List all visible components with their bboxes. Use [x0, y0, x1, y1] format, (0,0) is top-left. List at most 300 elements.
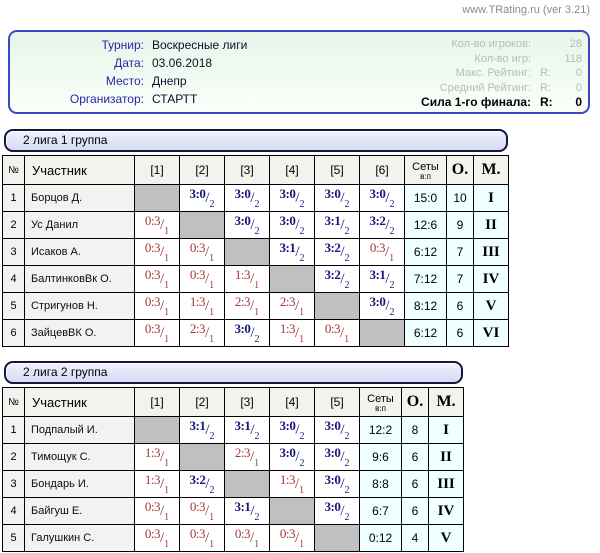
result-cell	[225, 266, 270, 293]
info-field-value: Днепр	[152, 74, 187, 88]
score-slash: /	[159, 449, 165, 465]
table-row	[3, 293, 509, 320]
stat-row	[421, 95, 582, 110]
score-games: 1	[344, 334, 350, 345]
row-number: 5	[3, 525, 25, 552]
participant-name[interactable]: Стригунов Н.	[25, 293, 135, 320]
league-table	[2, 387, 464, 552]
result-cell	[135, 320, 180, 347]
col-header-points: О.	[447, 156, 474, 185]
result-cell	[360, 212, 405, 239]
place-roman: II	[474, 212, 509, 239]
score-value: 3:0	[234, 321, 251, 336]
result-cell	[225, 417, 270, 444]
score-games: 1	[209, 280, 215, 291]
score-value: 3:0	[189, 186, 206, 201]
table-header-row	[3, 156, 509, 185]
table-row	[3, 498, 464, 525]
result-cell	[225, 185, 270, 212]
score-slash: /	[384, 244, 390, 260]
match-score	[369, 213, 395, 237]
place-roman: I	[429, 417, 464, 444]
match-score	[144, 267, 170, 291]
result-cell	[180, 293, 225, 320]
match-score	[369, 186, 395, 210]
place-roman: I	[474, 185, 509, 212]
match-score	[234, 418, 260, 442]
score-value: 0:3	[144, 526, 160, 541]
score-value: 3:0	[369, 294, 386, 309]
points-total: 8	[402, 417, 429, 444]
score-games: 2	[344, 458, 350, 469]
result-cell	[360, 185, 405, 212]
score-games: 2	[344, 485, 350, 496]
score-value: 1:3	[144, 445, 160, 460]
match-score	[144, 526, 170, 550]
stat-label: Макс. Рейтинг:	[455, 67, 531, 79]
score-games: 2	[254, 334, 260, 345]
result-cell	[360, 239, 405, 266]
result-cell	[180, 266, 225, 293]
match-score	[324, 267, 350, 291]
col-header-opponent: [5]	[315, 388, 360, 417]
table-header-row	[3, 388, 464, 417]
score-games: 2	[344, 431, 350, 442]
tournament-info-fields	[18, 36, 247, 108]
match-score	[189, 472, 215, 496]
score-games: 1	[299, 334, 305, 345]
result-cell	[315, 266, 360, 293]
score-slash: /	[205, 422, 210, 438]
stat-row	[421, 52, 582, 67]
table-row	[3, 212, 509, 239]
col-header-opponent: [4]	[270, 388, 315, 417]
points-total: 4	[402, 525, 429, 552]
table-row	[3, 417, 464, 444]
match-score	[234, 526, 260, 550]
row-number: 2	[3, 212, 25, 239]
score-slash: /	[340, 271, 345, 287]
result-cell	[225, 320, 270, 347]
participant-name[interactable]: Тимощук С.	[25, 444, 135, 471]
score-value: 1:3	[234, 267, 250, 282]
score-value: 0:3	[144, 240, 160, 255]
match-score	[234, 445, 260, 469]
col-header-sets	[405, 156, 447, 185]
sets-sublabel: в:п	[375, 403, 386, 413]
table-row	[3, 444, 464, 471]
result-cell	[135, 471, 180, 498]
result-cell	[270, 471, 315, 498]
score-games: 2	[254, 431, 260, 442]
score-value: 2:3	[234, 445, 250, 460]
score-value: 0:3	[369, 240, 385, 255]
score-slash: /	[340, 476, 345, 492]
diagonal-cell	[180, 212, 225, 239]
score-value: 3:1	[189, 418, 206, 433]
match-score	[144, 321, 170, 345]
stat-label: Средний Рейтинг:	[439, 81, 531, 94]
score-slash: /	[159, 476, 165, 492]
col-header-opponent: [3]	[225, 156, 270, 185]
result-cell	[180, 239, 225, 266]
row-number: 3	[3, 239, 25, 266]
participant-name[interactable]: Бондарь И.	[25, 471, 135, 498]
info-field-row	[18, 72, 247, 90]
sets-total: 0:12	[360, 525, 402, 552]
result-cell	[315, 320, 360, 347]
place-roman: V	[474, 293, 509, 320]
score-games: 1	[299, 539, 305, 550]
league-section-1	[2, 129, 509, 347]
info-field-value: СТАРТТ	[152, 92, 198, 106]
score-slash: /	[250, 422, 255, 438]
score-value: 0:3	[234, 526, 250, 541]
points-total: 6	[402, 444, 429, 471]
score-slash: /	[340, 449, 345, 465]
match-score	[234, 499, 260, 523]
match-score	[144, 445, 170, 469]
score-value: 3:0	[324, 499, 341, 514]
score-slash: /	[204, 503, 210, 519]
score-games: 2	[344, 226, 350, 237]
score-slash: /	[340, 422, 345, 438]
sets-total: 7:12	[405, 266, 447, 293]
result-cell	[270, 185, 315, 212]
info-field-label: Турнир:	[101, 38, 144, 52]
col-header-opponent: [2]	[180, 388, 225, 417]
match-score	[189, 294, 215, 318]
score-value: 0:3	[144, 267, 160, 282]
score-games: 2	[389, 226, 395, 237]
stat-row	[421, 81, 582, 96]
score-value: 3:0	[324, 445, 341, 460]
table-row	[3, 266, 509, 293]
stat-value: 0	[575, 67, 582, 79]
diagonal-cell	[180, 444, 225, 471]
place-roman: III	[474, 239, 509, 266]
score-value: 3:2	[189, 472, 206, 487]
diagonal-cell	[315, 293, 360, 320]
result-cell	[180, 320, 225, 347]
match-score	[369, 294, 395, 318]
score-games: 1	[164, 334, 170, 345]
score-games: 2	[299, 458, 305, 469]
diagonal-cell	[135, 185, 180, 212]
score-value: 1:3	[144, 472, 160, 487]
score-value: 0:3	[189, 240, 205, 255]
score-games: 2	[209, 431, 215, 442]
score-games: 2	[299, 199, 305, 210]
score-value: 2:3	[279, 294, 295, 309]
score-value: 3:0	[279, 445, 296, 460]
diagonal-cell	[360, 320, 405, 347]
score-slash: /	[204, 244, 210, 260]
score-value: 3:0	[279, 418, 296, 433]
result-cell	[315, 417, 360, 444]
place-roman: III	[429, 471, 464, 498]
result-cell	[180, 471, 225, 498]
row-number: 1	[3, 185, 25, 212]
place-roman: IV	[474, 266, 509, 293]
points-total: 6	[402, 471, 429, 498]
diagonal-cell	[270, 498, 315, 525]
score-value: 0:3	[144, 321, 160, 336]
stat-value: 28	[569, 38, 582, 50]
score-slash: /	[294, 298, 300, 314]
score-games: 2	[254, 512, 260, 523]
score-value: 3:0	[369, 186, 386, 201]
points-total: 7	[447, 266, 474, 293]
result-cell	[135, 266, 180, 293]
sets-total: 12:6	[405, 212, 447, 239]
participant-name[interactable]: Галушкин С.	[25, 525, 135, 552]
stat-label: Кол-во игр:	[474, 52, 531, 65]
score-value: 3:1	[234, 418, 251, 433]
info-field-row	[18, 36, 247, 54]
result-cell	[180, 525, 225, 552]
match-score	[324, 321, 350, 345]
match-score	[234, 267, 260, 291]
points-total: 9	[447, 212, 474, 239]
score-games: 2	[254, 199, 260, 210]
stat-label: Сила 1-го финала:	[421, 95, 531, 109]
score-games: 1	[164, 253, 170, 264]
participant-name[interactable]: Ус Данил	[25, 212, 135, 239]
participant-name[interactable]: Подпалый И.	[25, 417, 135, 444]
table-row	[3, 239, 509, 266]
score-games: 1	[254, 539, 260, 550]
score-slash: /	[295, 190, 300, 206]
score-slash: /	[250, 190, 255, 206]
row-number: 3	[3, 471, 25, 498]
participant-name[interactable]: Байгуш Е.	[25, 498, 135, 525]
match-score	[144, 213, 170, 237]
col-header-opponent: [6]	[360, 156, 405, 185]
score-slash: /	[295, 244, 300, 260]
points-total: 6	[447, 320, 474, 347]
score-slash: /	[205, 190, 210, 206]
score-games: 1	[164, 226, 170, 237]
sets-label: Сеты	[367, 392, 394, 405]
match-score	[324, 499, 350, 523]
info-field-row	[18, 54, 247, 72]
result-cell	[135, 293, 180, 320]
table-row	[3, 525, 464, 552]
score-value: 3:0	[279, 213, 296, 228]
match-score	[279, 240, 305, 264]
score-slash: /	[159, 271, 165, 287]
match-score	[279, 472, 305, 496]
score-games: 1	[164, 458, 170, 469]
score-slash: /	[295, 422, 300, 438]
score-value: 3:1	[234, 499, 251, 514]
stat-row	[421, 66, 582, 81]
score-value: 3:0	[324, 418, 341, 433]
match-score	[324, 213, 350, 237]
score-value: 0:3	[144, 499, 160, 514]
result-cell	[270, 212, 315, 239]
score-games: 1	[164, 512, 170, 523]
stat-rating-prefix: R:	[540, 95, 553, 109]
score-slash: /	[159, 530, 165, 546]
score-value: 1:3	[189, 294, 205, 309]
row-number: 1	[3, 417, 25, 444]
result-cell	[315, 471, 360, 498]
result-cell	[360, 266, 405, 293]
diagonal-cell	[315, 525, 360, 552]
score-value: 0:3	[189, 267, 205, 282]
col-header-number: №	[3, 388, 25, 417]
score-value: 0:3	[144, 294, 160, 309]
score-slash: /	[385, 190, 390, 206]
match-score	[189, 526, 215, 550]
info-field-label: Дата:	[114, 56, 144, 70]
participant-name[interactable]: ЗайцевВК О.	[25, 320, 135, 347]
col-header-opponent: [3]	[225, 388, 270, 417]
row-number: 2	[3, 444, 25, 471]
col-header-opponent: [1]	[135, 388, 180, 417]
participant-name[interactable]: Борцов Д.	[25, 185, 135, 212]
stat-value: 0	[575, 95, 582, 109]
diagonal-cell	[135, 417, 180, 444]
table-row	[3, 320, 509, 347]
match-score	[324, 186, 350, 210]
match-score	[324, 240, 350, 264]
col-header-opponent: [2]	[180, 156, 225, 185]
score-value: 3:1	[369, 267, 386, 282]
score-value: 3:1	[324, 213, 341, 228]
tournament-stats	[421, 36, 582, 108]
info-field-value: Воскресные лиги	[152, 38, 248, 52]
match-score	[189, 186, 215, 210]
score-games: 1	[209, 307, 215, 318]
score-games: 2	[389, 280, 395, 291]
match-score	[279, 418, 305, 442]
score-games: 2	[344, 512, 350, 523]
col-header-participant: Участник	[25, 388, 135, 417]
match-score	[189, 240, 215, 264]
col-header-opponent: [5]	[315, 156, 360, 185]
score-games: 1	[164, 280, 170, 291]
col-header-participant: Участник	[25, 156, 135, 185]
result-cell	[225, 293, 270, 320]
col-header-points: О.	[402, 388, 429, 417]
score-games: 2	[299, 431, 305, 442]
row-number: 4	[3, 498, 25, 525]
col-header-place: М.	[429, 388, 464, 417]
match-score	[324, 445, 350, 469]
result-cell	[225, 212, 270, 239]
points-total: 7	[447, 239, 474, 266]
score-games: 1	[164, 485, 170, 496]
score-slash: /	[294, 476, 300, 492]
result-cell	[270, 320, 315, 347]
info-field-label: Организатор:	[69, 92, 144, 106]
score-value: 3:0	[324, 472, 341, 487]
score-games: 1	[209, 512, 215, 523]
score-games: 1	[209, 253, 215, 264]
score-slash: /	[249, 530, 255, 546]
score-games: 2	[344, 280, 350, 291]
result-cell	[135, 525, 180, 552]
score-slash: /	[204, 325, 210, 341]
match-score	[279, 294, 305, 318]
place-roman: V	[429, 525, 464, 552]
league-title: 2 лига 1 группа	[4, 129, 508, 152]
match-score	[369, 240, 395, 264]
match-score	[144, 499, 170, 523]
sets-sublabel: в:п	[420, 171, 431, 181]
score-games: 1	[254, 458, 260, 469]
score-value: 3:2	[369, 213, 386, 228]
score-value: 0:3	[144, 213, 160, 228]
stat-rating-prefix: R:	[540, 67, 551, 79]
score-games: 2	[254, 226, 260, 237]
score-value: 0:3	[189, 499, 205, 514]
sets-total: 15:0	[405, 185, 447, 212]
score-slash: /	[249, 449, 255, 465]
score-games: 1	[254, 280, 260, 291]
score-value: 3:0	[324, 186, 341, 201]
score-value: 3:1	[279, 240, 296, 255]
site-url-label[interactable]: www.TRating.ru (ver 3.21)	[462, 4, 590, 16]
tournament-info-box	[8, 30, 590, 114]
result-cell	[180, 417, 225, 444]
score-value: 2:3	[189, 321, 205, 336]
place-roman: II	[429, 444, 464, 471]
score-slash: /	[385, 271, 390, 287]
stat-rating-prefix	[540, 37, 564, 52]
match-score	[324, 418, 350, 442]
score-slash: /	[250, 217, 255, 233]
score-slash: /	[250, 325, 255, 341]
col-header-opponent: [1]	[135, 156, 180, 185]
result-cell	[225, 444, 270, 471]
score-games: 1	[164, 307, 170, 318]
score-games: 2	[389, 307, 395, 318]
score-slash: /	[249, 298, 255, 314]
match-score	[279, 213, 305, 237]
stat-rating-prefix	[540, 52, 564, 67]
result-cell	[135, 444, 180, 471]
diagonal-cell	[270, 266, 315, 293]
result-cell	[180, 185, 225, 212]
participant-name[interactable]: БалтинковВк О.	[25, 266, 135, 293]
league-section-2	[2, 361, 464, 552]
match-score	[234, 213, 260, 237]
score-slash: /	[159, 244, 165, 260]
score-value: 2:3	[234, 294, 250, 309]
score-games: 2	[344, 199, 350, 210]
result-cell	[135, 239, 180, 266]
result-cell	[270, 444, 315, 471]
score-value: 3:0	[234, 213, 251, 228]
result-cell	[315, 212, 360, 239]
score-slash: /	[295, 217, 300, 233]
score-slash: /	[295, 449, 300, 465]
result-cell	[135, 498, 180, 525]
score-value: 0:3	[189, 526, 205, 541]
score-slash: /	[159, 503, 165, 519]
result-cell	[270, 293, 315, 320]
col-header-opponent: [4]	[270, 156, 315, 185]
score-value: 0:3	[324, 321, 340, 336]
stat-label: Кол-во игроков:	[451, 38, 531, 50]
score-slash: /	[250, 503, 255, 519]
participant-name[interactable]: Исаков А.	[25, 239, 135, 266]
col-header-sets	[360, 388, 402, 417]
